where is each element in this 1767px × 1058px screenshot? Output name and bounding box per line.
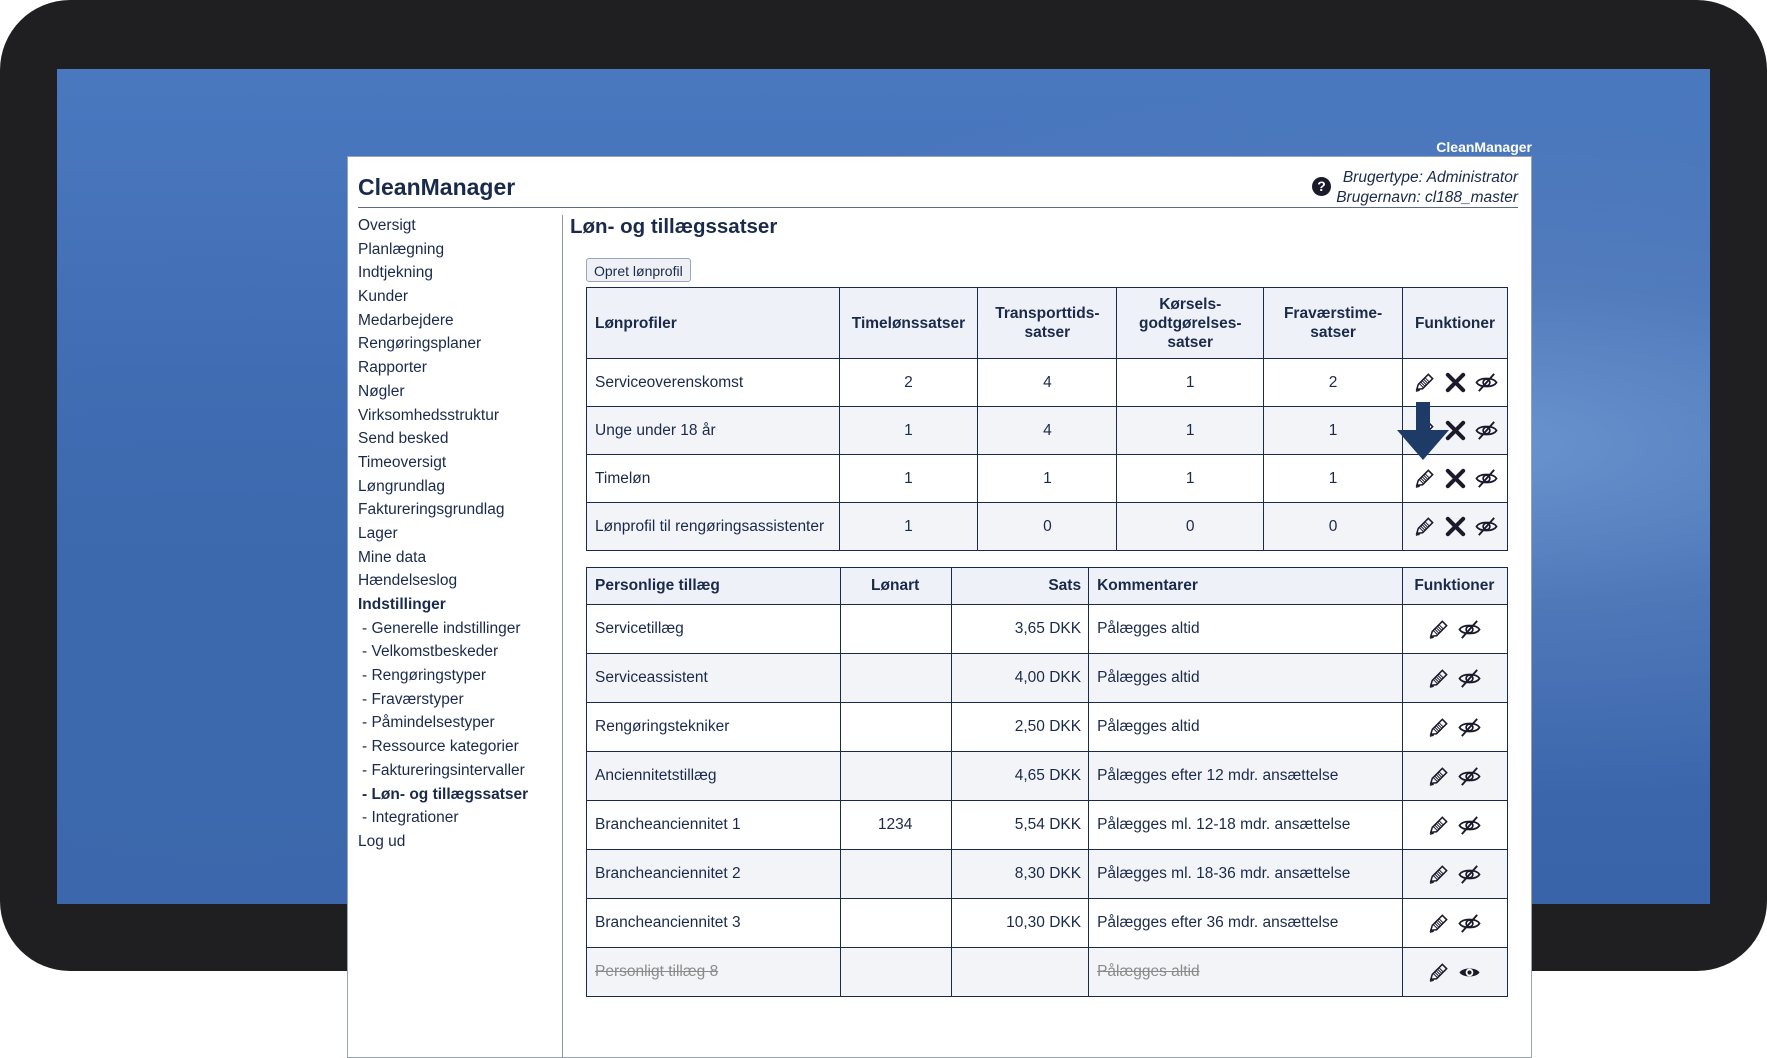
sidebar-item-send-besked[interactable]: Send besked (358, 430, 449, 448)
sidebar-item-haendelseslog[interactable]: Hændelseslog (358, 572, 458, 590)
sidebar-item-rengoringsplaner[interactable]: Rengøringsplaner (358, 335, 482, 353)
functions-cell (1402, 801, 1507, 850)
functions-cell (1402, 948, 1507, 997)
eye-slash-icon[interactable] (1475, 467, 1498, 490)
col-header-transporttidssatser: Transporttids-satser (978, 288, 1117, 359)
sidebar-item-timeoversigt[interactable]: Timeoversigt (358, 453, 447, 471)
table-cell: Brancheanciennitet 3 (587, 899, 841, 948)
x-icon[interactable] (1444, 371, 1467, 394)
table-row (587, 605, 1508, 654)
sidebar-item-rapporter[interactable]: Rapporter (358, 359, 427, 377)
sidebar-item-indtjekning[interactable]: Indtjekning (358, 264, 433, 282)
functions-cell (1403, 503, 1508, 551)
eye-slash-icon[interactable] (1458, 667, 1481, 690)
table-cell: Servicetillæg (587, 605, 841, 654)
table-cell: 1234 (840, 801, 951, 850)
table-cell (840, 752, 951, 801)
table-row (587, 850, 1508, 899)
functions-cell (1402, 605, 1507, 654)
sidebar-item-kunder[interactable]: Kunder (358, 288, 408, 306)
sidebar-subitem-velkomstbeskeder[interactable]: - Velkomstbeskeder (362, 643, 499, 661)
table-cell: Pålægges ml. 12-18 mdr. ansættelse (1089, 801, 1403, 850)
pencil-icon[interactable] (1427, 814, 1450, 837)
functions-cell (1402, 899, 1507, 948)
sidebar-subitem-integrationer[interactable]: - Integrationer (362, 809, 459, 827)
table-row (587, 801, 1508, 850)
table-cell: 3,65 DKK (951, 605, 1088, 654)
col-header-timelonssatser: Timelønssatser (839, 288, 978, 359)
table-row (587, 899, 1508, 948)
col-header-fravaerstimesatser: Fraværstime-satser (1264, 288, 1403, 359)
table-cell: Anciennitetstillæg (587, 752, 841, 801)
table-cell: Personligt tillæg 8 (587, 948, 841, 997)
table-cell: 1 (839, 455, 978, 503)
table-cell: 4 (978, 407, 1117, 455)
desktop (57, 69, 1710, 980)
eye-slash-icon[interactable] (1475, 515, 1498, 538)
sidebar-item-faktureringsgrundlag[interactable]: Faktureringsgrundlag (358, 501, 505, 519)
table-cell: 4,00 DKK (951, 654, 1088, 703)
table-cell: 1 (839, 503, 978, 551)
table-cell: 1 (1117, 407, 1264, 455)
table-cell: 4 (978, 359, 1117, 407)
table-cell: Serviceassistent (587, 654, 841, 703)
col-header-korselsgodtgorelsessatser: Kørsels-godtgørelses-satser (1117, 288, 1264, 359)
functions-cell (1402, 703, 1507, 752)
app-window (347, 156, 1532, 1058)
table-cell: 0 (1264, 503, 1403, 551)
sidebar-subitem-generelle[interactable]: - Generelle indstillinger (362, 619, 521, 637)
create-salary-profile-button[interactable]: Opret lønprofil (586, 258, 691, 282)
pencil-icon[interactable] (1427, 667, 1450, 690)
eye-slash-icon[interactable] (1458, 814, 1481, 837)
table-cell: Brancheanciennitet 2 (587, 850, 841, 899)
sidebar-subitem-ressource-kategorier[interactable]: - Ressource kategorier (362, 738, 519, 756)
table-cell: 0 (978, 503, 1117, 551)
table-cell (840, 948, 951, 997)
eye-slash-icon[interactable] (1475, 419, 1498, 442)
table-cell: Pålægges altid (1089, 605, 1403, 654)
table-cell: Rengøringstekniker (587, 703, 841, 752)
col-header-lonprofiler: Lønprofiler (587, 288, 840, 359)
table-cell: Pålægges altid (1089, 654, 1403, 703)
pencil-icon[interactable] (1413, 515, 1436, 538)
pencil-icon[interactable] (1427, 716, 1450, 739)
table-cell: 2 (1264, 359, 1403, 407)
table-row (587, 948, 1508, 997)
table-cell: 1 (839, 407, 978, 455)
table-row (587, 359, 1508, 407)
table-cell: 0 (1117, 503, 1264, 551)
eye-slash-icon[interactable] (1458, 716, 1481, 739)
sidebar-nav (358, 214, 558, 854)
salary-profiles-table (586, 287, 1508, 551)
functions-cell (1403, 359, 1508, 407)
sidebar-item-longrundlag[interactable]: Løngrundlag (358, 477, 446, 495)
sidebar-item-planlaegning[interactable]: Planlægning (358, 240, 445, 258)
table-cell: 1 (1264, 455, 1403, 503)
table-cell: 1 (1264, 407, 1403, 455)
table-cell: 1 (1117, 455, 1264, 503)
sidebar-subitem-faktureringsintervaller[interactable]: - Faktureringsintervaller (362, 761, 525, 779)
user-name: Brugernavn: cl188_master (1336, 189, 1518, 206)
sidebar-item-indstillinger[interactable]: Indstillinger (358, 596, 446, 613)
pencil-icon[interactable] (1413, 371, 1436, 394)
sidebar-item-oversigt[interactable]: Oversigt (358, 217, 416, 234)
pencil-icon[interactable] (1427, 618, 1450, 641)
table-cell: Pålægges altid (1089, 948, 1403, 997)
sidebar-subitem-lon-og-tillaegssatser[interactable]: - Løn- og tillægssatser (362, 785, 529, 803)
app-title: CleanManager (358, 174, 516, 200)
question-circle-icon[interactable]: ? (1312, 177, 1331, 196)
x-icon[interactable] (1444, 515, 1467, 538)
table-cell: 8,30 DKK (951, 850, 1088, 899)
pencil-icon[interactable] (1427, 912, 1450, 935)
col-header-personlige-tillaeg: Personlige tillæg (587, 568, 841, 605)
table-cell (840, 654, 951, 703)
functions-cell (1402, 752, 1507, 801)
table-cell: 2,50 DKK (951, 703, 1088, 752)
user-info (1336, 168, 1518, 208)
table-row (587, 752, 1508, 801)
table-cell: 2 (839, 359, 978, 407)
table-cell: 5,54 DKK (951, 801, 1088, 850)
personal-allowances-table (586, 567, 1508, 997)
sidebar-item-lager[interactable]: Lager (358, 524, 398, 542)
sidebar-subitem-pamindelsestyper[interactable]: - Påmindelsestyper (362, 714, 495, 732)
col-header-funktioner-2: Funktioner (1402, 568, 1507, 605)
eye-slash-icon[interactable] (1458, 618, 1481, 641)
table-cell: Pålægges efter 12 mdr. ansættelse (1089, 752, 1403, 801)
table-cell: Pålægges ml. 18-36 mdr. ansættelse (1089, 850, 1403, 899)
sidebar-subitem-rengoringstyper[interactable]: - Rengøringstyper (362, 667, 487, 685)
table-cell: 10,30 DKK (951, 899, 1088, 948)
table-cell (840, 850, 951, 899)
table-row (587, 455, 1508, 503)
table-cell (840, 703, 951, 752)
eye-slash-icon[interactable] (1475, 371, 1498, 394)
table-row (587, 503, 1508, 551)
table-cell: 4,65 DKK (951, 752, 1088, 801)
col-header-sats: Sats (951, 568, 1088, 605)
header-divider (358, 207, 1518, 208)
sidebar-item-medarbejdere[interactable]: Medarbejdere (358, 311, 454, 329)
page-title: Løn- og tillægssatser (570, 215, 778, 238)
pencil-icon[interactable] (1413, 467, 1436, 490)
eye-icon[interactable] (1458, 961, 1481, 984)
table-cell: Timeløn (587, 455, 840, 503)
pencil-icon[interactable] (1427, 863, 1450, 886)
sidebar-item-nogler[interactable]: Nøgler (358, 382, 405, 400)
pencil-icon[interactable] (1427, 961, 1450, 984)
user-type: Brugertype: Administrator (1342, 169, 1518, 186)
eye-slash-icon[interactable] (1458, 765, 1481, 788)
table-cell: Pålægges altid (1089, 703, 1403, 752)
pencil-icon[interactable] (1427, 765, 1450, 788)
functions-cell (1402, 654, 1507, 703)
eye-slash-icon[interactable] (1458, 912, 1481, 935)
table-cell: Lønprofil til rengøringsassistenter (587, 503, 840, 551)
table-cell: Serviceoverenskomst (587, 359, 840, 407)
col-header-lonart: Lønart (840, 568, 951, 605)
table-cell: 1 (978, 455, 1117, 503)
brand-label: CleanManager (1436, 139, 1532, 155)
table-cell: 1 (1117, 359, 1264, 407)
sidebar-divider (562, 215, 563, 1057)
sidebar-item-virksomhedsstruktur[interactable]: Virksomhedsstruktur (358, 406, 499, 424)
eye-slash-icon[interactable] (1458, 863, 1481, 886)
sidebar-item-mine-data[interactable]: Mine data (358, 548, 427, 566)
table-row (587, 703, 1508, 752)
sidebar-subitem-fravaerstyper[interactable]: - Fraværstyper (362, 690, 464, 708)
table-row (587, 654, 1508, 703)
table-cell: Unge under 18 år (587, 407, 840, 455)
sidebar-item-log-ud[interactable]: Log ud (358, 832, 406, 850)
table-row (587, 407, 1508, 455)
x-icon[interactable] (1444, 467, 1467, 490)
table-cell: Pålægges efter 36 mdr. ansættelse (1089, 899, 1403, 948)
functions-cell (1402, 850, 1507, 899)
table-cell (840, 605, 951, 654)
col-header-funktioner: Funktioner (1403, 288, 1508, 359)
table-cell (840, 899, 951, 948)
table-cell: Brancheanciennitet 1 (587, 801, 841, 850)
col-header-kommentarer: Kommentarer (1089, 568, 1403, 605)
arrow-down-icon (1397, 402, 1449, 462)
table-cell (951, 948, 1088, 997)
